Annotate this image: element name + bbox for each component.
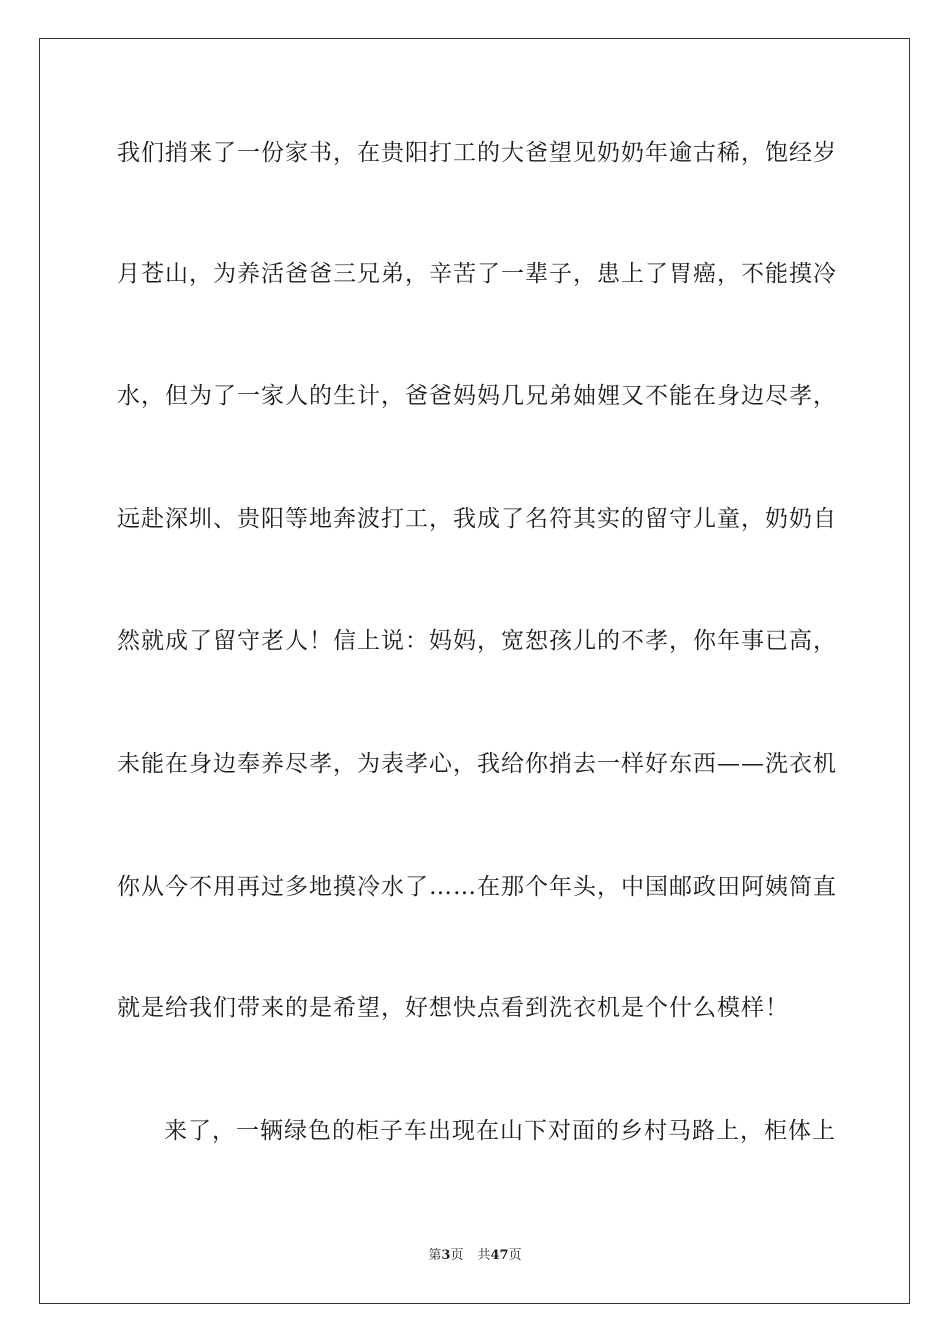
text-line-indented: 来了，一辆绿色的柜子车出现在山下对面的乡村马路上，柜体上 (164, 1118, 836, 1144)
text-line: 未能在身边奉养尽孝，为表孝心，我给你捎去一样好东西——洗衣机 (117, 751, 837, 777)
total-pages: 47 (490, 1248, 509, 1263)
page-number: 3 (441, 1248, 451, 1263)
total-prefix: 共 (477, 1248, 491, 1263)
text-line: 你从今不用再过多地摸冷水了……在那个年头，中国邮政田阿姨简直 (117, 874, 837, 900)
page-footer (0, 1247, 950, 1265)
page-prefix: 第 (428, 1248, 442, 1263)
text-line: 月苍山，为养活爸爸三兄弟，辛苦了一辈子，患上了胃癌，不能摸冷 (117, 261, 837, 287)
text-line: 水，但为了一家人的生计，爸爸妈妈几兄弟妯娌又不能在身边尽孝， (117, 383, 837, 409)
text-line: 然就成了留守老人！信上说：妈妈，宽恕孩儿的不孝，你年事已高， (117, 628, 837, 654)
page-suffix: 页 (450, 1248, 464, 1263)
total-suffix: 页 (508, 1248, 522, 1263)
text-line: 我们捎来了一份家书，在贵阳打工的大爸望见奶奶年逾古稀，饱经岁 (117, 140, 837, 166)
text-line: 远赴深圳、贵阳等地奔波打工，我成了名符其实的留守儿童，奶奶自 (117, 506, 837, 532)
text-line: 就是给我们带来的是希望，好想快点看到洗衣机是个什么模样！ (117, 995, 789, 1021)
